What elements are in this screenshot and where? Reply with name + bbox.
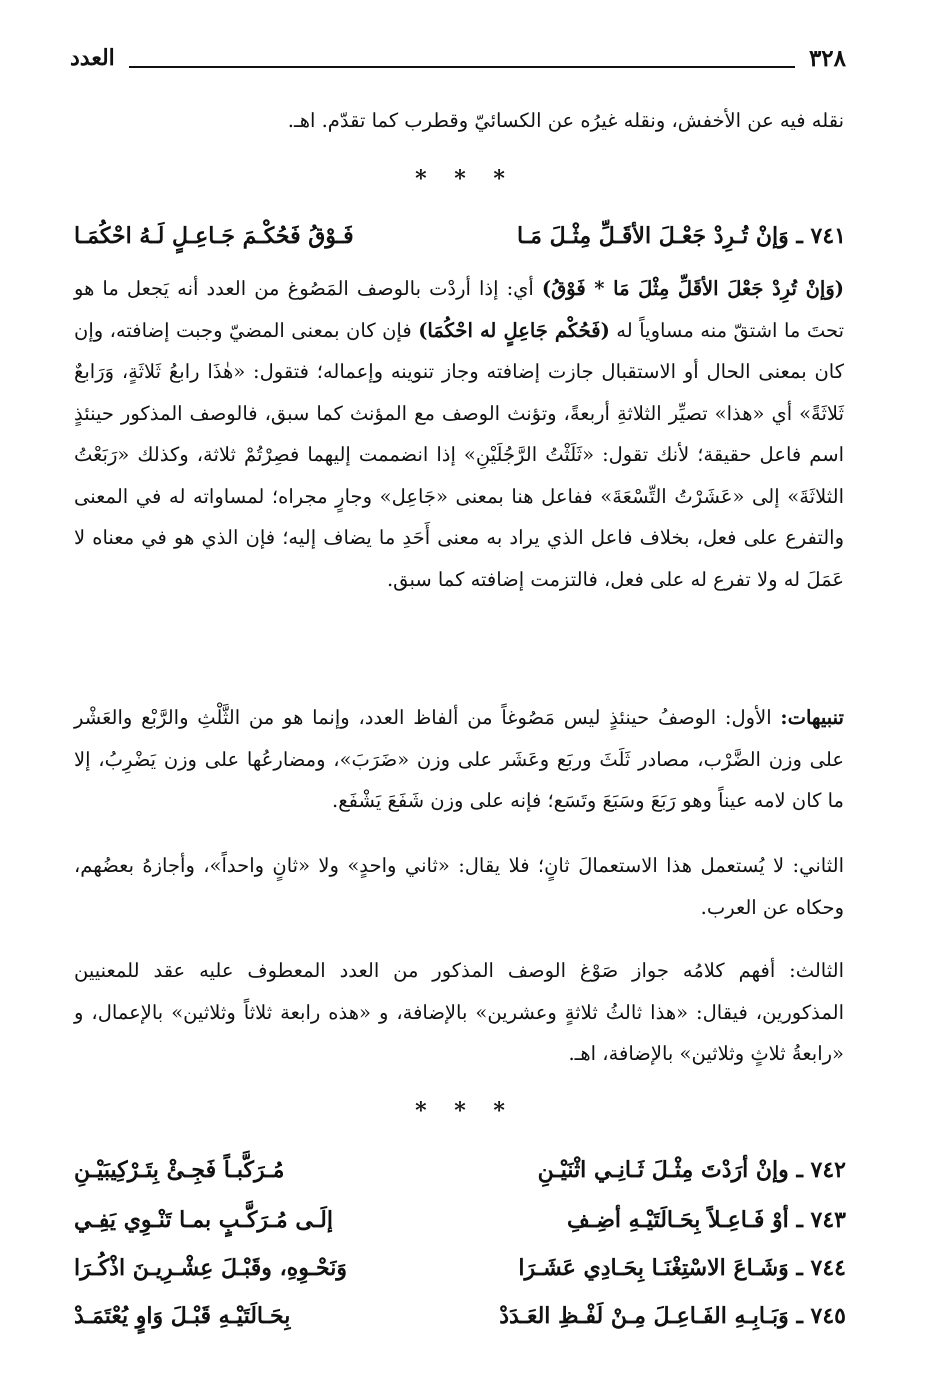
- page-number: ٣٢٨: [808, 44, 846, 72]
- verse-745-second-hemistich: بِحَـالَتَيْـهِ قَبْـلَ وَاوٍ يُعْتَمَـدْ: [74, 1303, 291, 1329]
- page-header: [70, 40, 846, 76]
- commentary-lead-quote-2: (فَحُكْم جَاعِلٍ له احْكُمَا): [418, 318, 610, 342]
- verse-742-second-hemistich: مُـرَكَّبـاً فَجِـئْ بِتَـرْكِيبَيْـنِ: [74, 1157, 285, 1183]
- verse-741: [74, 216, 846, 256]
- verse-744: [74, 1248, 846, 1288]
- notes-label: تنبيهات:: [780, 706, 844, 729]
- section-separator-2: * * *: [415, 1098, 515, 1124]
- verse-744-second-hemistich: وَنَحْـوِهِ، وقَبْـلَ عِشْـرِيـنَ اذْكُـرَا: [74, 1255, 347, 1281]
- verse-745-first-hemistich: ٧٤٥ ـ وَبَـابِـهِ الفَـاعِـلَ مِـنْ لَفْـظِ العَـدَدْ: [499, 1303, 846, 1329]
- verse-742: [74, 1150, 846, 1190]
- verse-743-second-hemistich: إلَـى مُـرَكَّـبٍ بمـا تَنْـوِي يَفِـي: [74, 1207, 333, 1233]
- verse-743: [74, 1200, 846, 1240]
- note-first: الأول: الوصفُ حينئذٍ ليس مَصُوغاً من ألفاظ العدد، وإنما هو من الثَّلْثِ والرَّبْع والعَشْر على وزن الضَّرْب، مصادر ثَلَثَ وربَع وعَشَر على وزن «ضَرَبَ»، ومضارعُها على وزن يَضْرِبُ، إلا ما كان لامه عيناً وهو رَبَعَ وسَبَعَ وتَسَع؛ فإنه على وزن شَفَعَ يَشْفَع.: [74, 706, 844, 812]
- verse-741-first-hemistich: ٧٤١ ـ وَإنْ تُـرِدْ جَعْـلَ الأقَـلِّ مِثْـلَ مَـا: [517, 223, 846, 249]
- commentary-paragraph-1: [74, 268, 844, 600]
- verse-744-first-hemistich: ٧٤٤ ـ وَشَـاعَ الاسْتِغْنَـا بِحَـادِي عَشَـرَا: [518, 1255, 846, 1281]
- verse-745: [74, 1296, 846, 1336]
- notes-paragraph-3: الثالث: أفهم كلامُه جواز صَوْغ الوصف المذكور من العدد المعطوف عليه عقد للمعنيين المذكورين، فيقال: «هذا ثالثُ ثلاثةٍ وعشرين» بالإضافة، و «هذه رابعة ثلاثاً وثلاثين» بالإعمال، و «رابعةُ ثلاثٍ وثلاثين» بالإضافة، اهـ.: [74, 959, 844, 1065]
- verse-742-first-hemistich: ٧٤٢ ـ وإنْ أرَدْتَ مِثْـلَ ثَـانِـي اثْنَيْـنِ: [537, 1157, 846, 1183]
- running-title: العدد: [70, 45, 115, 71]
- commentary-text-a: أي: إذا أردْت بالوصف المَصُوغ من العدد أنه يَجعل ما هو تحتَ ما اشتقّ منه مساوياً له: [74, 277, 844, 342]
- verse-743-first-hemistich: ٧٤٣ ـ أوْ فَـاعِـلاً بِحَـالَتَيْـهِ أضِـفِ: [567, 1207, 846, 1233]
- notes-paragraph-1: [74, 697, 844, 822]
- verse-741-second-hemistich: فَـوْقُ فَحُكْـمَ جَـاعِـلٍ لَـهُ احْكُمَـا: [74, 223, 354, 249]
- commentary-lead-quote: (وَإنْ تُرِدْ جَعْلَ الأقَلِّ مِثْلَ مَا * فَوْقُ): [541, 277, 844, 300]
- commentary-text-b: فإن كان بمعنى المضيّ وجبت إضافته، وإن كان بمعنى الحال أو الاستقبال جازت إضافته وجاز تنوينه وإعماله؛ فتقول: «هٰذَا رابعُ ثَلاثَةٍ، وَرَابعٌ ثَلاثَةً» أي «هذا» تصيِّر الثلاثةِ أربعةً، وتؤنث الوصف مع المؤنث كما سبق، فالوصف المذكور حينئذٍ اسم فاعل حقيقة؛ لأنك تقول: «ثَلَثْتُ الرَّجُلَيْنِ» إذا انضممت إليهما فصِرْتُمْ ثلاثة، وكذلك «رَبَعْتُ الثلاثَةَ» إلى «عَشَرْتُ التِّسْعَةَ» ففاعل هنا بمعنى «جَاعِل» وجارٍ مجراه؛ لمساواته له في المعنى والتفرع على فعل، بخلاف فاعل الذي يراد به معنى أَحَدِ ما يضاف إليه؛ فإن الذي هو في معناه لا عَمَلَ له ولا تفرع له على فعل، فالتزمت إضافته كما سبق.: [74, 318, 844, 591]
- notes-paragraph-2: الثاني: لا يُستعمل هذا الاستعمالَ ثانٍ؛ فلا يقال: «ثاني واحدٍ» ولا «ثانٍ واحداً»، وأجازهُ بعضُهم، وحكاه عن العرب.: [74, 854, 844, 919]
- intro-line: نقله فيه عن الأخفش، ونقله غيرُه عن الكسائيّ وقطرب كما تقدّم. اهـ.: [287, 109, 844, 132]
- section-separator: * * *: [415, 166, 515, 192]
- header-rule: [129, 66, 795, 68]
